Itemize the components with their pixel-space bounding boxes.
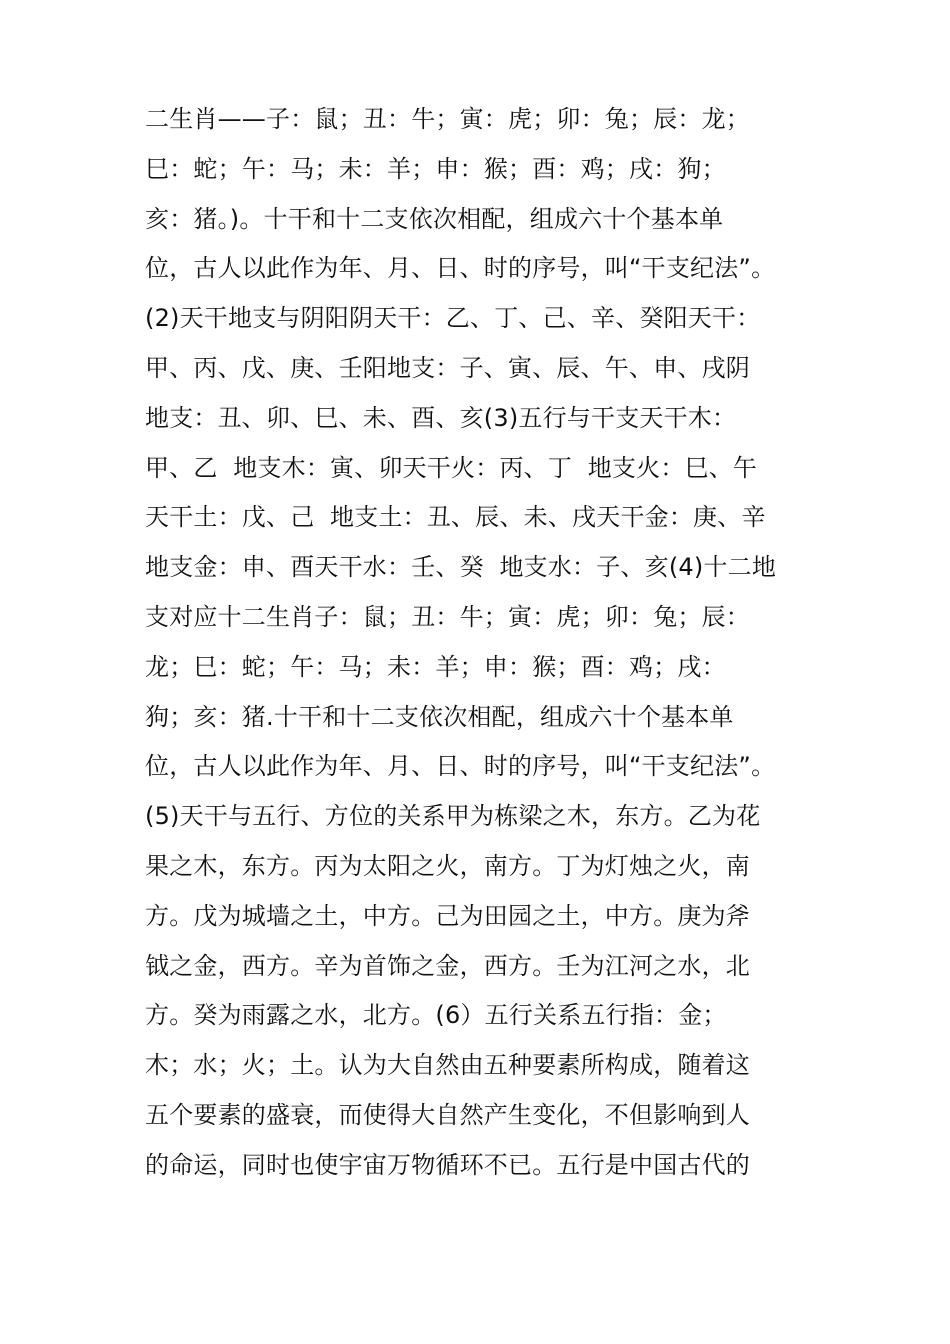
text-line: 的命运，同时也使宇宙万物循环不已。五行是中国古代的 bbox=[145, 1150, 750, 1179]
text-line: 甲、丙、戊、庚、壬阳地支：子、寅、辰、午、申、戌阴 bbox=[145, 353, 750, 382]
text-line: 方。戊为城墙之土，中方。己为田园之土，中方。庚为斧 bbox=[145, 901, 750, 930]
text-line: 亥：猪。)。十干和十二支依次相配，组成六十个基本单 bbox=[145, 204, 724, 233]
text-line: 支对应十二生肖子：鼠；丑：牛；寅：虎；卯：兔；辰： bbox=[145, 602, 750, 631]
text-line: 地支金：申、酉天干水：壬、癸 地支水：子、亥(4)十二地 bbox=[145, 553, 777, 582]
text-line: (2)天干地支与阴阳阴天干：乙、丁、己、辛、癸阳天干： bbox=[145, 304, 761, 333]
body-text bbox=[145, 95, 825, 1191]
text-line: (5)天干与五行、方位的关系甲为栋梁之木，东方。乙为花 bbox=[145, 802, 761, 831]
text-line: 巳：蛇；午：马；未：羊；申：猴；酉：鸡；戌：狗； bbox=[145, 154, 726, 183]
text-line: 钺之金，西方。辛为首饰之金，西方。壬为江河之水，北 bbox=[145, 951, 750, 980]
text-line: 龙；巳：蛇；午：马；未：羊；申：猴；酉：鸡；戌： bbox=[145, 652, 726, 681]
text-line: 狗；亥：猪.十干和十二支依次相配，组成六十个基本单 bbox=[145, 702, 734, 731]
text-line: 位，古人以此作为年、月、日、时的序号，叫“干支纪法”。 bbox=[145, 752, 776, 781]
text-line: 方。癸为雨露之水，北方。(6）五行关系五行指：金； bbox=[145, 1001, 727, 1030]
text-line: 地支：丑、卯、巳、未、酉、亥(3)五行与干支天干木： bbox=[145, 403, 737, 432]
text-line: 天干土：戊、己 地支土：丑、辰、未、戌天干金：庚、辛 bbox=[145, 503, 766, 532]
text-line: 果之木，东方。丙为太阳之火，南方。丁为灯烛之火，南 bbox=[145, 851, 750, 880]
text-line: 甲、乙 地支木：寅、卯天干火：丙、丁 地支火：巳、午 bbox=[145, 453, 758, 482]
text-line: 位，古人以此作为年、月、日、时的序号，叫“干支纪法”。 bbox=[145, 254, 776, 283]
text-line: 二生肖——子：鼠；丑：牛；寅：虎；卯：兔；辰：龙； bbox=[145, 105, 750, 133]
text-line: 五个要素的盛衰，而使得大自然产生变化，不但影响到人 bbox=[145, 1100, 750, 1129]
text-line: 木；水；火；土。认为大自然由五种要素所构成，随着这 bbox=[145, 1051, 750, 1080]
